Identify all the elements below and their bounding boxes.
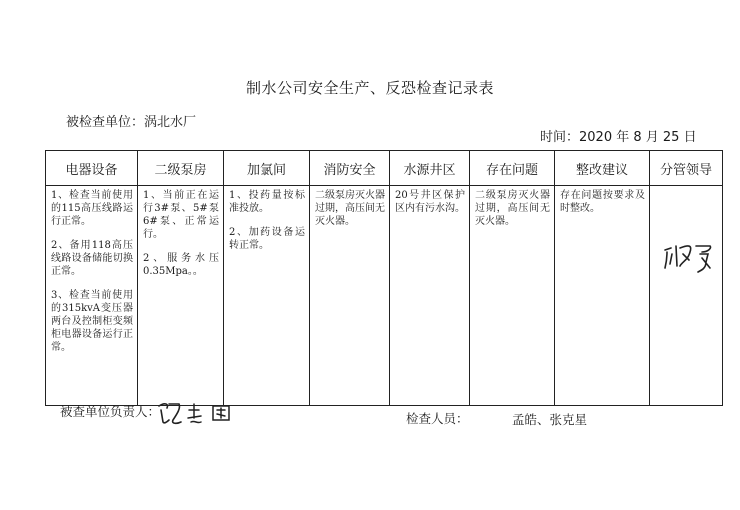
cell-chlorine-room <box>224 186 310 406</box>
document-title: 制水公司安全生产、反恐检查记录表 <box>245 79 494 97</box>
pump-room-item: 1、当前正在运行3#泵、5#泵6#泵、正常运行。 <box>143 190 219 240</box>
well-area-item: 20号井区保护区内有污水沟。 <box>395 190 465 214</box>
cell-leader <box>650 186 723 406</box>
leader-signature <box>662 238 718 274</box>
suggestions-item: 存在问题按要求及时整改。 <box>560 190 645 214</box>
cell-issues <box>470 186 555 406</box>
cell-suggestions <box>555 186 650 406</box>
cell-pump-room <box>138 186 224 406</box>
pump-room-item: 2、服务水压0.35Mpa。。 <box>143 253 219 277</box>
cell-electrical <box>46 186 138 406</box>
chlorine-room-item: 1、投药量按标准投放。 <box>229 190 305 214</box>
date-label: 时间： <box>540 130 580 145</box>
fire-safety-item: 二级泵房灭火器过期，高压间无灭火器。 <box>315 190 385 227</box>
header-well-area: 水源井区 <box>390 151 470 186</box>
chlorine-room-item: 2、加药设备运转正常。 <box>229 227 305 251</box>
header-suggestions: 整改建议 <box>555 151 650 186</box>
inspected-unit-value: 涡北水厂 <box>144 115 197 130</box>
inspectors-value: 孟皓、张克星 <box>512 412 588 427</box>
electrical-item: 2、备用118高压线路设备储能切换正常。 <box>51 240 133 277</box>
header-leader: 分管领导 <box>650 151 723 186</box>
inspection-date <box>540 126 697 145</box>
unit-leader-label: 被查单位负责人： <box>60 404 161 419</box>
cell-well-area <box>390 186 470 406</box>
header-pump-room: 二级泵房 <box>138 151 224 186</box>
inspectors-label: 检查人员： <box>406 411 469 426</box>
unit-leader-signature <box>155 396 247 428</box>
header-electrical: 电器设备 <box>46 151 138 186</box>
table-header-row <box>46 151 723 186</box>
electrical-item: 3、检查当前使用的315kvA变压器两台及控制柜变频柜电器设备运行正常。 <box>51 290 133 353</box>
cell-fire-safety <box>310 186 390 406</box>
electrical-item: 1、检查当前使用的115高压线路运行正常。 <box>51 190 133 227</box>
inspected-unit-label: 被检查单位： <box>66 115 145 130</box>
inspected-unit <box>66 111 196 130</box>
issues-item: 二级泵房灭火器过期，高压间无灭火器。 <box>475 190 550 227</box>
header-issues: 存在问题 <box>470 151 555 186</box>
table-row <box>46 186 723 406</box>
header-chlorine-room: 加氯间 <box>224 151 310 186</box>
header-fire-safety: 消防安全 <box>310 151 390 186</box>
inspection-record-table <box>45 150 723 406</box>
date-value: 2020 年 8 月 25 日 <box>579 130 697 145</box>
